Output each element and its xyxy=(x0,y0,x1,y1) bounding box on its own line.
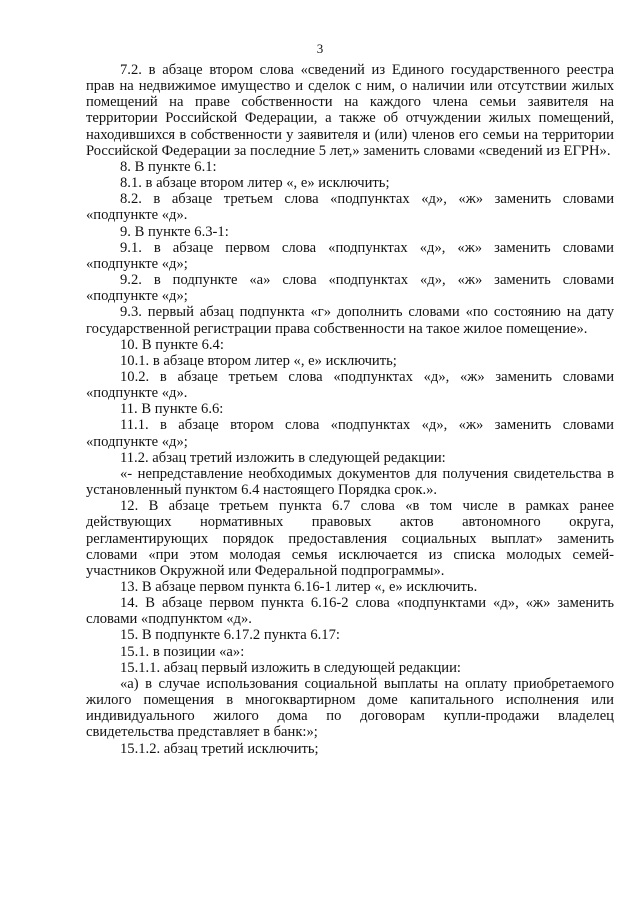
paragraph-9-1: 9.1. в абзаце первом слова «подпунктах «д», «ж» заменить словами «подпункте «д»; xyxy=(86,239,614,272)
paragraph-15-1-2: 15.1.2. абзац третий исключить; xyxy=(120,740,319,757)
paragraph-11-2: 11.2. абзац третий изложить в следующей редакции: xyxy=(120,449,446,466)
paragraph-9-2: 9.2. в подпункте «а» слова «подпунктах «д», «ж» заменить словами «подпункте «д»; xyxy=(86,272,614,305)
paragraph-11-1: 11.1. в абзаце втором слова «подпунктах «д», «ж» заменить словами «подпункте «д»; xyxy=(86,417,614,450)
paragraph-8-1: 8.1. в абзаце втором литер «, е» исключить; xyxy=(120,175,390,192)
paragraph-15-1-1-text: «а) в случае использования социальной выплаты на оплату приобретаемого жилого помещения в многоквартирном доме капитального исполнения или индивидуального жилого дома по договорам купли-продажи владелец свидетельства представляет в банк:»; xyxy=(86,675,614,741)
paragraph-7-2: 7.2. в абзаце втором слова «сведений из Единого государственного реестра прав на недвижимое имущество и сделок с ним, о наличии или отсутствии жилых помещений на праве собственности на каждого члена семьи заявителя на территории Российской Федерации, а также об отчуждении жилых помещений, находившихся в собственности у заявителя и (или) членов его семьи на территории Российской Федерации за последние 5 лет,» заменить словами «сведений из ЕГРН». xyxy=(86,62,614,159)
paragraph-15-1: 15.1. в позиции «а»: xyxy=(120,643,245,660)
paragraph-15: 15. В подпункте 6.17.2 пункта 6.17: xyxy=(120,627,340,644)
paragraph-15-1-1: 15.1.1. абзац первый изложить в следующей редакции: xyxy=(120,659,461,676)
paragraph-10: 10. В пункте 6.4: xyxy=(120,336,224,353)
paragraph-9: 9. В пункте 6.3-1: xyxy=(120,223,229,240)
paragraph-13: 13. В абзаце первом пункта 6.16-1 литер «, е» исключить. xyxy=(120,579,478,595)
paragraph-14: 14. В абзаце первом пункта 6.16-2 слова «подпунктами «д», «ж» заменить словами «подпунктом «д». xyxy=(86,595,614,628)
paragraph-11: 11. В пункте 6.6: xyxy=(120,401,224,418)
document-body xyxy=(86,62,614,757)
paragraph-9-3: 9.3. первый абзац подпункта «г» дополнить словами «по состоянию на дату государственной регистрации права собственности на такое жилое помещение». xyxy=(86,304,614,337)
paragraph-11-2-text: «- непредставление необходимых документов для получения свидетельства в установленный пунктом 6.4 настоящего Порядка срок.». xyxy=(86,465,614,499)
paragraph-8-2: 8.2. в абзаце третьем слова «подпунктах «д», «ж» заменить словами «подпункте «д». xyxy=(86,191,614,224)
paragraph-8: 8. В пункте 6.1: xyxy=(120,158,217,175)
paragraph-12: 12. В абзаце третьем пункта 6.7 слова «в том числе в рамках ранее действующих нормативных правовых актов автономного округа, регламентирующих порядок предоставления социальных выплат» заменить словами «при этом молодая семья исключается из списка молодых семей-участников Окружной или Федеральной подпрограммы». xyxy=(86,498,614,579)
paragraph-10-2: 10.2. в абзаце третьем слова «подпунктах «д», «ж» заменить словами «подпункте «д». xyxy=(86,368,614,402)
page-number: 3 xyxy=(316,41,324,56)
paragraph-10-1: 10.1. в абзаце втором литер «, е» исключить; xyxy=(120,352,397,369)
